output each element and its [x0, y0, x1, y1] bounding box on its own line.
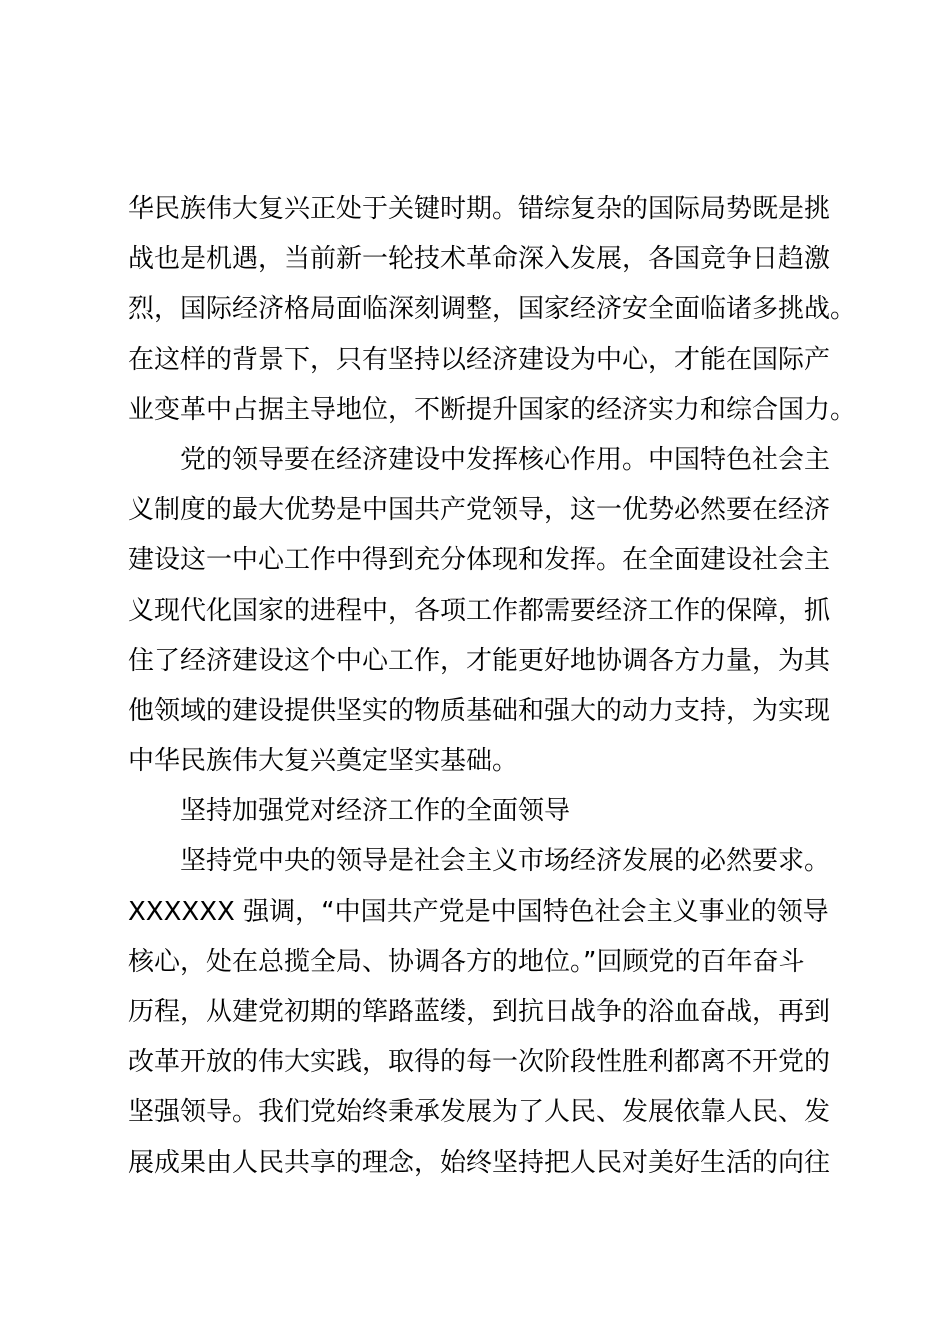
text-line: 战也是机遇，当前新一轮技术革命深入发展，各国竞争日趋激	[128, 244, 831, 275]
text-line: 坚强领导。我们党始终秉承发展为了人民、发展依靠人民、发	[128, 1097, 831, 1128]
text-line: XXXXXX 强调，“中国共产党是中国特色社会主义事业的领导	[128, 896, 829, 927]
paragraph-first-line: 坚持加强党对经济工作的全面领导	[180, 796, 571, 827]
text-line: 烈，国际经济格局面临深刻调整，国家经济安全面临诸多挑战。	[128, 294, 857, 325]
paragraph-first-line: 党的领导要在经济建设中发挥核心作用。中国特色社会主	[180, 444, 831, 475]
text-line: 他领域的建设提供坚实的物质基础和强大的动力支持，为实现	[128, 695, 831, 726]
text-line: 中华民族伟大复兴奠定坚实基础。	[128, 746, 519, 777]
text-line: 华民族伟大复兴正处于关键时期。错综复杂的国际局势既是挑	[128, 194, 831, 224]
text-line: 义现代化国家的进程中，各项工作都需要经济工作的保障，抓	[128, 595, 831, 626]
document-body	[128, 184, 857, 1188]
text-line: 展成果由人民共享的理念，始终坚持把人民对美好生活的向往	[128, 1147, 831, 1178]
paragraph-first-line: 坚持党中央的领导是社会主义市场经济发展的必然要求。	[180, 846, 831, 877]
text-line: 历程，从建党初期的筚路蓝缕，到抗日战争的浴血奋战，再到	[128, 997, 831, 1027]
text-line: 义制度的最大优势是中国共产党领导，这一优势必然要在经济	[128, 495, 831, 526]
text-line: 建设这一中心工作中得到充分体现和发挥。在全面建设社会主	[128, 545, 831, 576]
text-line: 住了经济建设这个中心工作，才能更好地协调各方力量，为其	[128, 645, 831, 676]
text-line: 在这样的背景下，只有坚持以经济建设为中心，才能在国际产	[128, 344, 831, 375]
text-line: 改革开放的伟大实践，取得的每一次阶段性胜利都离不开党的	[128, 1047, 831, 1078]
text-line: 业变革中占据主导地位，不断提升国家的经济实力和综合国力。	[128, 394, 857, 425]
text-line: 核心，处在总揽全局、协调各方的地位。”回顾党的百年奋斗	[128, 946, 805, 977]
